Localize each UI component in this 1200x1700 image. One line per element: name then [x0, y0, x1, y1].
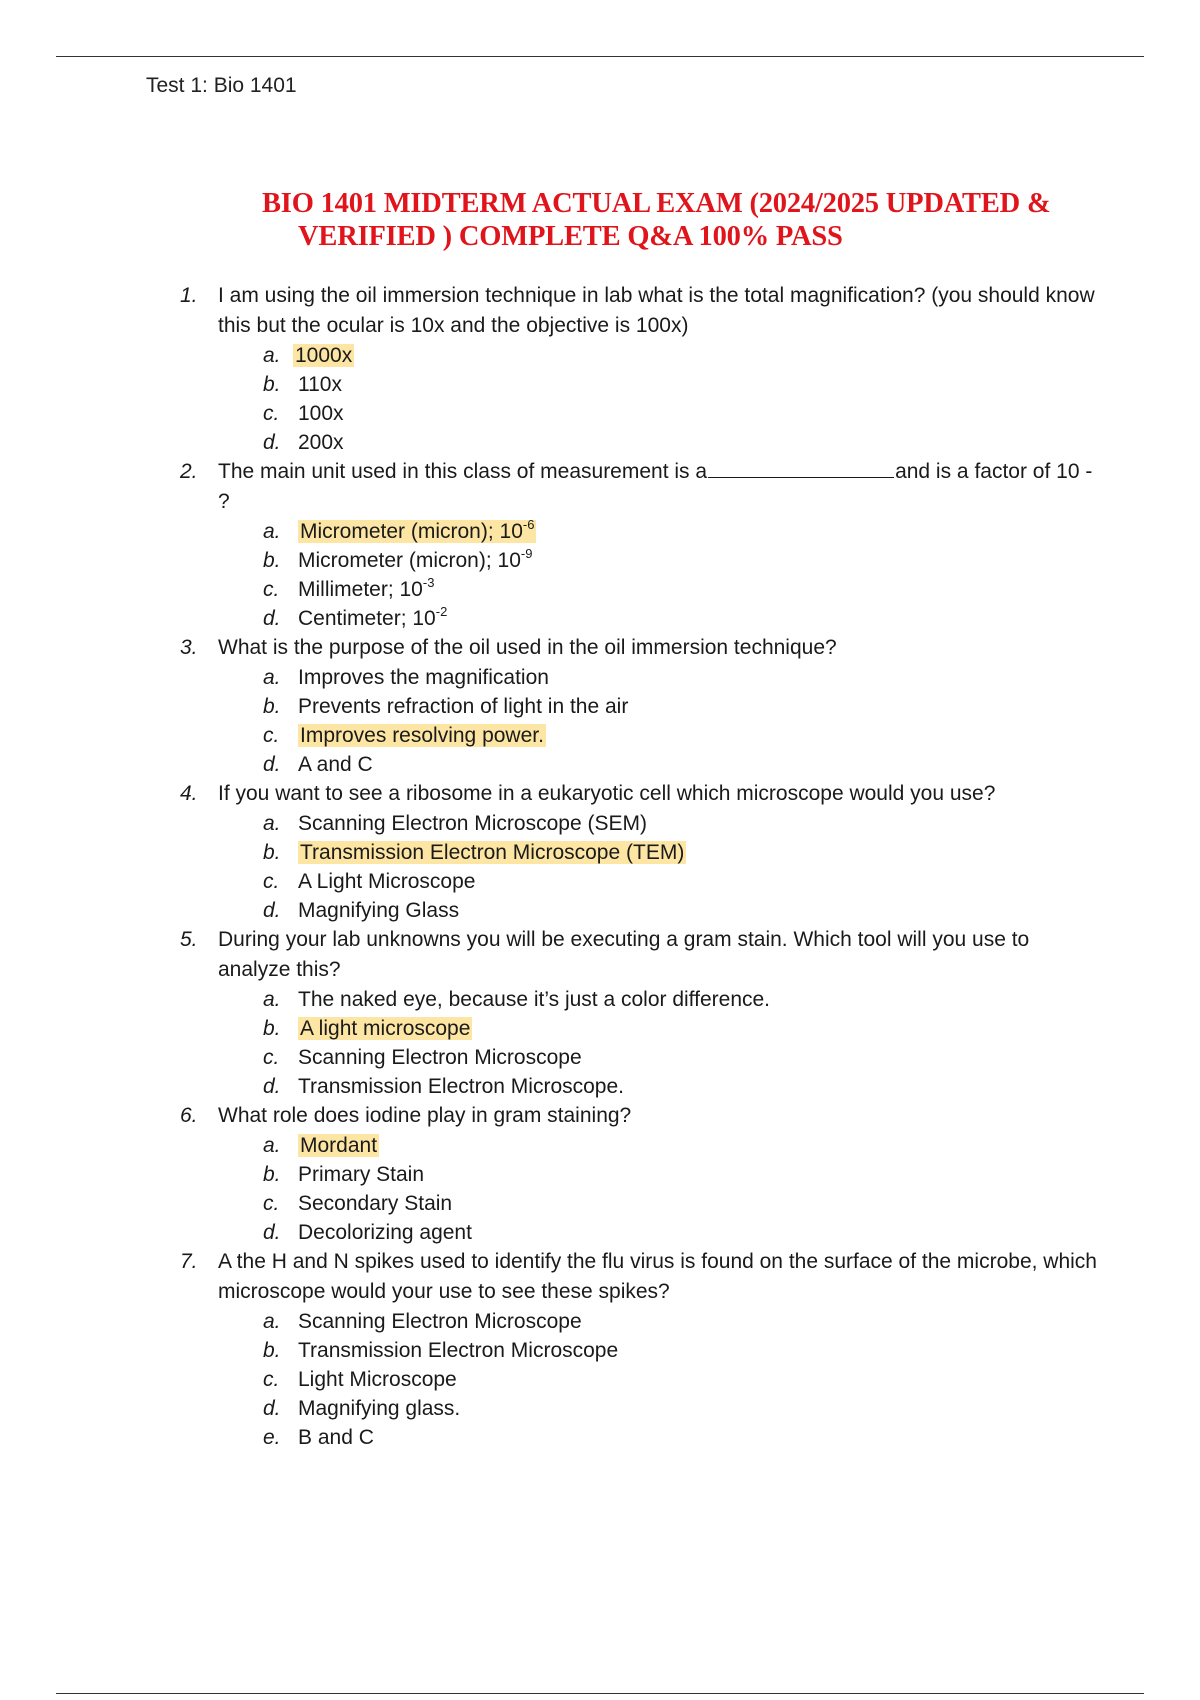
option-letter: a. [263, 344, 281, 367]
exponent: -6 [522, 517, 535, 532]
question-5 [0, 925, 1200, 1101]
question-6 [0, 1101, 1200, 1247]
answer-highlight: 1000x [295, 344, 353, 367]
question-text-before: The main unit used in this class of measurement is a [218, 460, 708, 483]
option-letter: a. [263, 520, 281, 543]
question-number: 4. [180, 782, 198, 805]
option-letter: b. [263, 373, 281, 396]
question-text: During your lab unknowns you will be executing a gram stain. Which tool will you use to analyze this? [218, 928, 1030, 981]
answer-highlight: Mordant [300, 1134, 378, 1157]
option-text [298, 546, 532, 575]
option-text: A Light Microscope [298, 870, 476, 893]
fill-in-blank [708, 457, 894, 478]
option-2c [0, 575, 1200, 604]
option-letter: c. [263, 402, 280, 425]
question-list [0, 281, 1200, 1452]
option-text [298, 1014, 472, 1043]
option-text: Improves the magnification [298, 666, 549, 689]
question-number: 2. [180, 460, 198, 483]
option-text: Scanning Electron Microscope (SEM) [298, 812, 647, 835]
option-text-main: Millimeter; 10 [298, 578, 423, 601]
question-text: If you want to see a ribosome in a eukaryotic cell which microscope would you use? [218, 782, 996, 805]
title-line-2: VERIFIED ) COMPLETE Q&A 100% PASS [298, 221, 843, 252]
option-7a [0, 1307, 1200, 1336]
question-number: 1. [180, 284, 198, 307]
exponent: -9 [520, 546, 533, 561]
title-line-1: BIO 1401 MIDTERM ACTUAL EXAM (2024/2025 UPDATED & [262, 188, 1051, 219]
option-text: 110x [298, 373, 342, 396]
option-4a [0, 809, 1200, 838]
option-letter: c. [263, 724, 280, 747]
option-6d [0, 1218, 1200, 1247]
option-letter: d. [263, 1221, 281, 1244]
option-text: 200x [298, 431, 344, 454]
option-letter: a. [263, 988, 281, 1011]
question-number: 3. [180, 636, 198, 659]
option-text: B and C [298, 1426, 374, 1449]
question-text-after: and is a factor of 10 - ? [218, 460, 1093, 513]
question-number: 5. [180, 928, 198, 951]
option-text: Magnifying Glass [298, 899, 460, 922]
option-letter: b. [263, 841, 281, 864]
option-text: Primary Stain [298, 1163, 425, 1186]
option-text: 100x [298, 402, 344, 425]
option-7e [0, 1423, 1200, 1452]
option-7d [0, 1394, 1200, 1423]
option-letter: a. [263, 1134, 281, 1157]
option-3b [0, 692, 1200, 721]
question-text: I am using the oil immersion technique in lab what is the total magnification? (you should know this but the ocular is 10x and the objective is 100x) [218, 284, 1095, 337]
option-letter: d. [263, 1075, 281, 1098]
exponent: -2 [435, 604, 448, 619]
option-letter: b. [263, 1017, 281, 1040]
option-letter: b. [263, 1339, 281, 1362]
option-text: A and C [298, 753, 373, 776]
option-text [298, 838, 686, 867]
option-2d [0, 604, 1200, 633]
question-text: What role does iodine play in gram staining? [218, 1104, 632, 1127]
option-5b [0, 1014, 1200, 1043]
option-3c [0, 721, 1200, 750]
option-4c [0, 867, 1200, 896]
answer-highlight: Improves resolving power. [300, 724, 544, 747]
option-4b [0, 838, 1200, 867]
option-text-main: Micrometer (micron); 10 [300, 520, 523, 543]
page-header: Test 1: Bio 1401 [146, 74, 297, 97]
option-letter: b. [263, 549, 281, 572]
option-text: Scanning Electron Microscope [298, 1310, 582, 1333]
option-letter: a. [263, 1310, 281, 1333]
question-number: 6. [180, 1104, 198, 1127]
option-letter: a. [263, 812, 281, 835]
exponent: -3 [422, 575, 435, 590]
answer-highlight [298, 517, 536, 543]
option-6c [0, 1189, 1200, 1218]
option-text-main: Micrometer (micron); 10 [298, 549, 521, 572]
option-letter: b. [263, 695, 281, 718]
question-3 [0, 633, 1200, 779]
option-text [298, 604, 447, 633]
option-7b [0, 1336, 1200, 1365]
option-5d [0, 1072, 1200, 1101]
question-1 [0, 281, 1200, 457]
option-letter: e. [263, 1426, 281, 1449]
option-text: Transmission Electron Microscope. [298, 1075, 624, 1098]
option-6b [0, 1160, 1200, 1189]
option-letter: d. [263, 753, 281, 776]
option-text: Magnifying glass. [298, 1397, 461, 1420]
option-letter: d. [263, 1397, 281, 1420]
question-number: 7. [180, 1250, 198, 1273]
option-2b [0, 546, 1200, 575]
option-1d [0, 428, 1200, 457]
option-text: Scanning Electron Microscope [298, 1046, 582, 1069]
question-4 [0, 779, 1200, 925]
option-text [298, 1131, 379, 1160]
question-text: What is the purpose of the oil used in the oil immersion technique? [218, 636, 837, 659]
option-3d [0, 750, 1200, 779]
option-letter: c. [263, 1046, 280, 1069]
option-letter: c. [263, 1192, 280, 1215]
option-letter: c. [263, 578, 280, 601]
option-letter: b. [263, 1163, 281, 1186]
option-letter: a. [263, 666, 281, 689]
option-letter: c. [263, 1368, 280, 1391]
option-text: Transmission Electron Microscope [298, 1339, 619, 1362]
question-2 [0, 457, 1200, 633]
option-letter: c. [263, 870, 280, 893]
option-5a [0, 985, 1200, 1014]
option-text [293, 341, 354, 370]
option-3a [0, 663, 1200, 692]
option-letter: d. [263, 607, 281, 630]
option-text-main: Centimeter; 10 [298, 607, 436, 630]
question-text [218, 457, 1098, 517]
option-2a [0, 517, 1200, 546]
option-text: The naked eye, because it’s just a color difference. [298, 988, 771, 1011]
option-text: Decolorizing agent [298, 1221, 472, 1244]
option-1c [0, 399, 1200, 428]
question-7 [0, 1247, 1200, 1452]
option-text: Light Microscope [298, 1368, 457, 1391]
bottom-rule [56, 1693, 1144, 1694]
option-5c [0, 1043, 1200, 1072]
option-text: Prevents refraction of light in the air [298, 695, 629, 718]
option-text [298, 517, 536, 546]
option-text [298, 721, 546, 750]
answer-highlight: A light microscope [300, 1017, 471, 1040]
option-1b [0, 370, 1200, 399]
answer-highlight: Transmission Electron Microscope (TEM) [300, 841, 685, 864]
option-letter: d. [263, 431, 281, 454]
question-text: A the H and N spikes used to identify the flu virus is found on the surface of the microbe, which microscope would your use to see these spikes? [218, 1250, 1097, 1303]
option-4d [0, 896, 1200, 925]
option-letter: d. [263, 899, 281, 922]
top-rule [56, 56, 1144, 57]
option-text: Secondary Stain [298, 1192, 453, 1215]
option-6a [0, 1131, 1200, 1160]
option-7c [0, 1365, 1200, 1394]
option-1a [0, 341, 1200, 370]
page-title [262, 187, 1182, 253]
option-text [298, 575, 434, 604]
